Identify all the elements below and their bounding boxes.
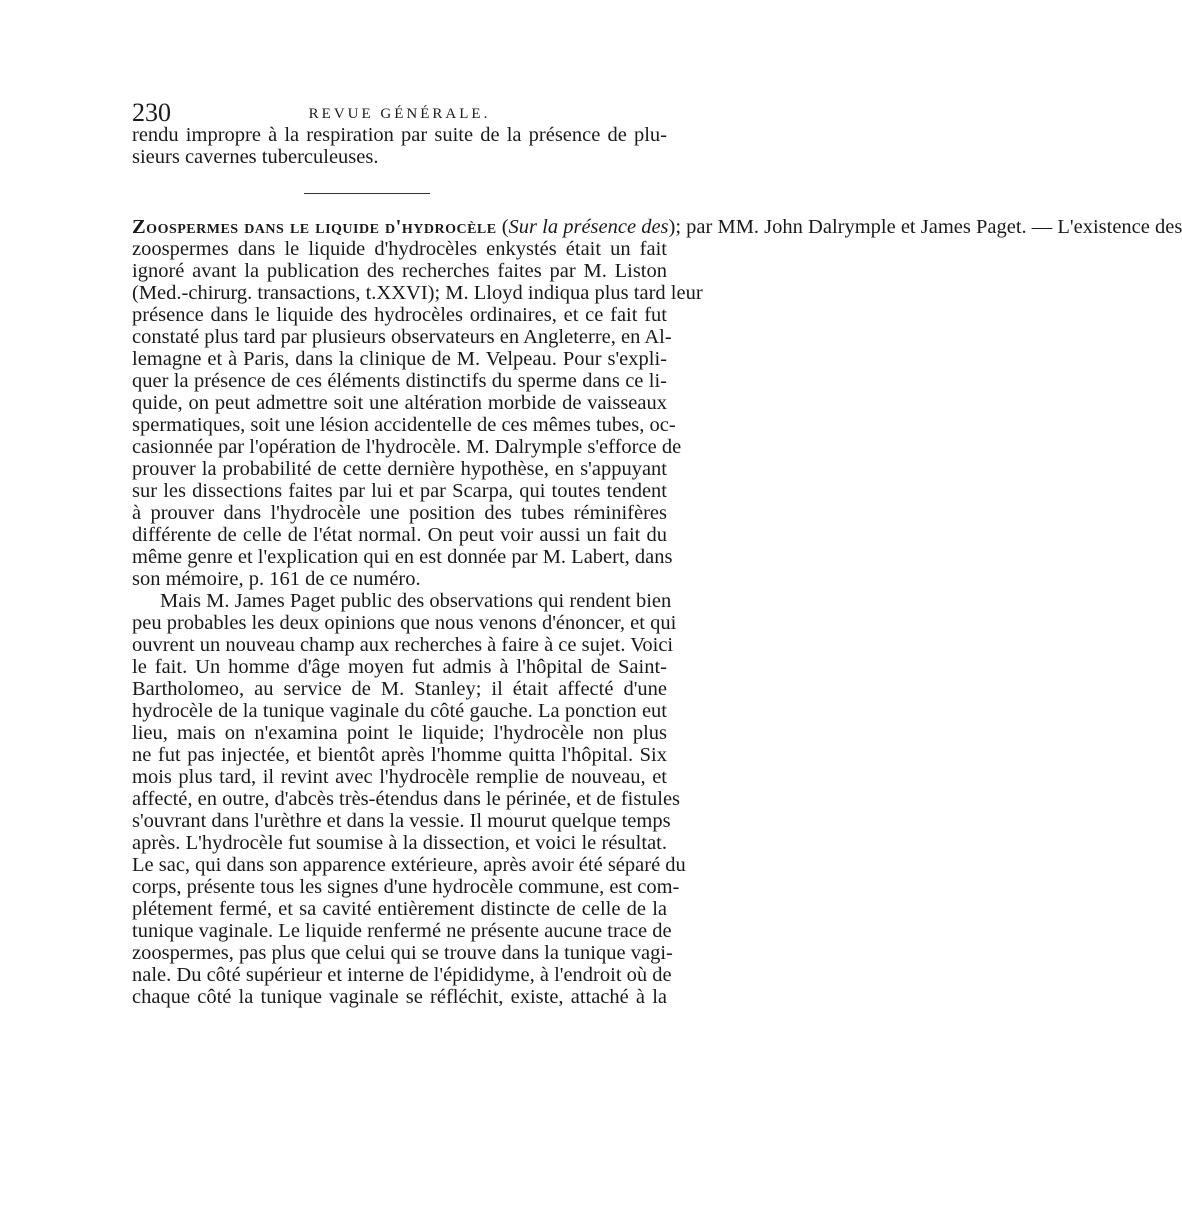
text-line: casionnée par l'opération de l'hydrocèle. M. Dalrymple s'efforce de	[132, 436, 682, 458]
text-line: plétement fermé, et sa cavité entièrement distincte de celle de la	[132, 898, 667, 920]
text-line: ignoré avant la publication des recherches faites par M. Liston	[132, 260, 667, 282]
text-fragment: ; par MM. John Dalrymple et James Paget. — L'existence des	[675, 216, 1182, 238]
text-line: ne fut pas injectée, et bientôt après l'homme quitta l'hôpital. Six	[132, 744, 667, 766]
article-source-title: Sur la présence des	[508, 216, 669, 238]
text-line: sieurs cavernes tuberculeuses.	[132, 146, 379, 168]
text-line: corps, présente tous les signes d'une hydrocèle commune, est com-	[132, 876, 680, 898]
text-line: rendu impropre à la respiration par suite de la présence de plu-	[132, 124, 667, 146]
text-line: quide, on peut admettre soit une altération morbide de vaisseaux	[132, 392, 667, 414]
text-line: le fait. Un homme d'âge moyen fut admis à l'hôpital de Saint-	[132, 656, 667, 678]
text-line: à prouver dans l'hydrocèle une position des tubes réminifères	[132, 502, 667, 524]
section-divider	[304, 193, 430, 194]
text-line: son mémoire, p. 161 de ce numéro.	[132, 568, 421, 590]
text-line: ouvrent un nouveau champ aux recherches à faire à ce sujet. Voici	[132, 634, 674, 656]
text-line: mois plus tard, il revint avec l'hydrocèle remplie de nouveau, et	[132, 766, 667, 788]
text-line: Mais M. James Paget public des observations qui rendent bien	[160, 590, 672, 612]
text-line: zoospermes, pas plus que celui qui se trouve dans la tunique vagi-	[132, 942, 673, 964]
paragraph-1	[132, 216, 1182, 590]
text-line: lieu, mais on n'examina point le liquide; l'hydrocèle non plus	[132, 722, 667, 744]
text-line: sur les dissections faites par lui et par Scarpa, qui toutes tendent	[132, 480, 667, 502]
paren: )	[668, 216, 676, 238]
article	[132, 216, 1182, 1008]
page-number: 230	[132, 98, 171, 127]
text-line: Le sac, qui dans son apparence extérieure, après avoir été séparé du	[132, 854, 686, 876]
paren: (	[496, 216, 509, 238]
text-line: spermatiques, soit une lésion accidentelle de ces mêmes tubes, oc-	[132, 414, 676, 436]
carryover-paragraph	[132, 124, 667, 168]
text-line: affecté, en outre, d'abcès très-étendus dans le périnée, et de fistules	[132, 788, 681, 810]
text-line: constaté plus tard par plusieurs observateurs en Angleterre, en Al-	[132, 326, 672, 348]
text-line: même genre et l'explication qui en est donnée par M. Labert, dans	[132, 546, 673, 568]
text-line: quer la présence de ces éléments distinctifs du sperme dans ce li-	[132, 370, 667, 392]
text-line: peu probables les deux opinions que nous venons d'énoncer, et qui	[132, 612, 677, 634]
text-line: Bartholomeo, au service de M. Stanley; il était affecté d'une	[132, 678, 667, 700]
text-line: s'ouvrant dans l'urèthre et dans la vessie. Il mourut quelque temps	[132, 810, 671, 832]
text-line: nale. Du côté supérieur et interne de l'épididyme, à l'endroit où de	[132, 964, 672, 986]
text-line: zoospermes dans le liquide d'hydrocèles enkystés était un fait	[132, 238, 667, 260]
text-line: hydrocèle de la tunique vaginale du côté gauche. La ponction eut	[132, 700, 667, 722]
paragraph-2	[132, 590, 686, 1008]
text-line: présence dans le liquide des hydrocèles ordinaires, et ce fait fut	[132, 304, 667, 326]
text-line: lemagne et à Paris, dans la clinique de M. Velpeau. Pour s'expli-	[132, 348, 667, 370]
article-title: Zoospermes dans le liquide d'hydrocèle	[132, 216, 497, 238]
text-line: différente de celle de l'état normal. On peut voir aussi un fait du	[132, 524, 667, 546]
text-line: chaque côté la tunique vaginale se réfléchit, existe, attaché à la	[132, 986, 667, 1008]
article-title-line	[132, 216, 1182, 238]
text-line: (Med.-chirurg. transactions, t.XXVI); M. Lloyd indiqua plus tard leur	[132, 282, 703, 304]
running-head: REVUE GÉNÉRALE.	[308, 106, 491, 122]
text-line: après. L'hydrocèle fut soumise à la dissection, et voici le résultat.	[132, 832, 667, 854]
text-line: tunique vaginale. Le liquide renfermé ne présente aucune trace de	[132, 920, 672, 942]
text-line: prouver la probabilité de cette dernière hypothèse, en s'appuyant	[132, 458, 667, 480]
